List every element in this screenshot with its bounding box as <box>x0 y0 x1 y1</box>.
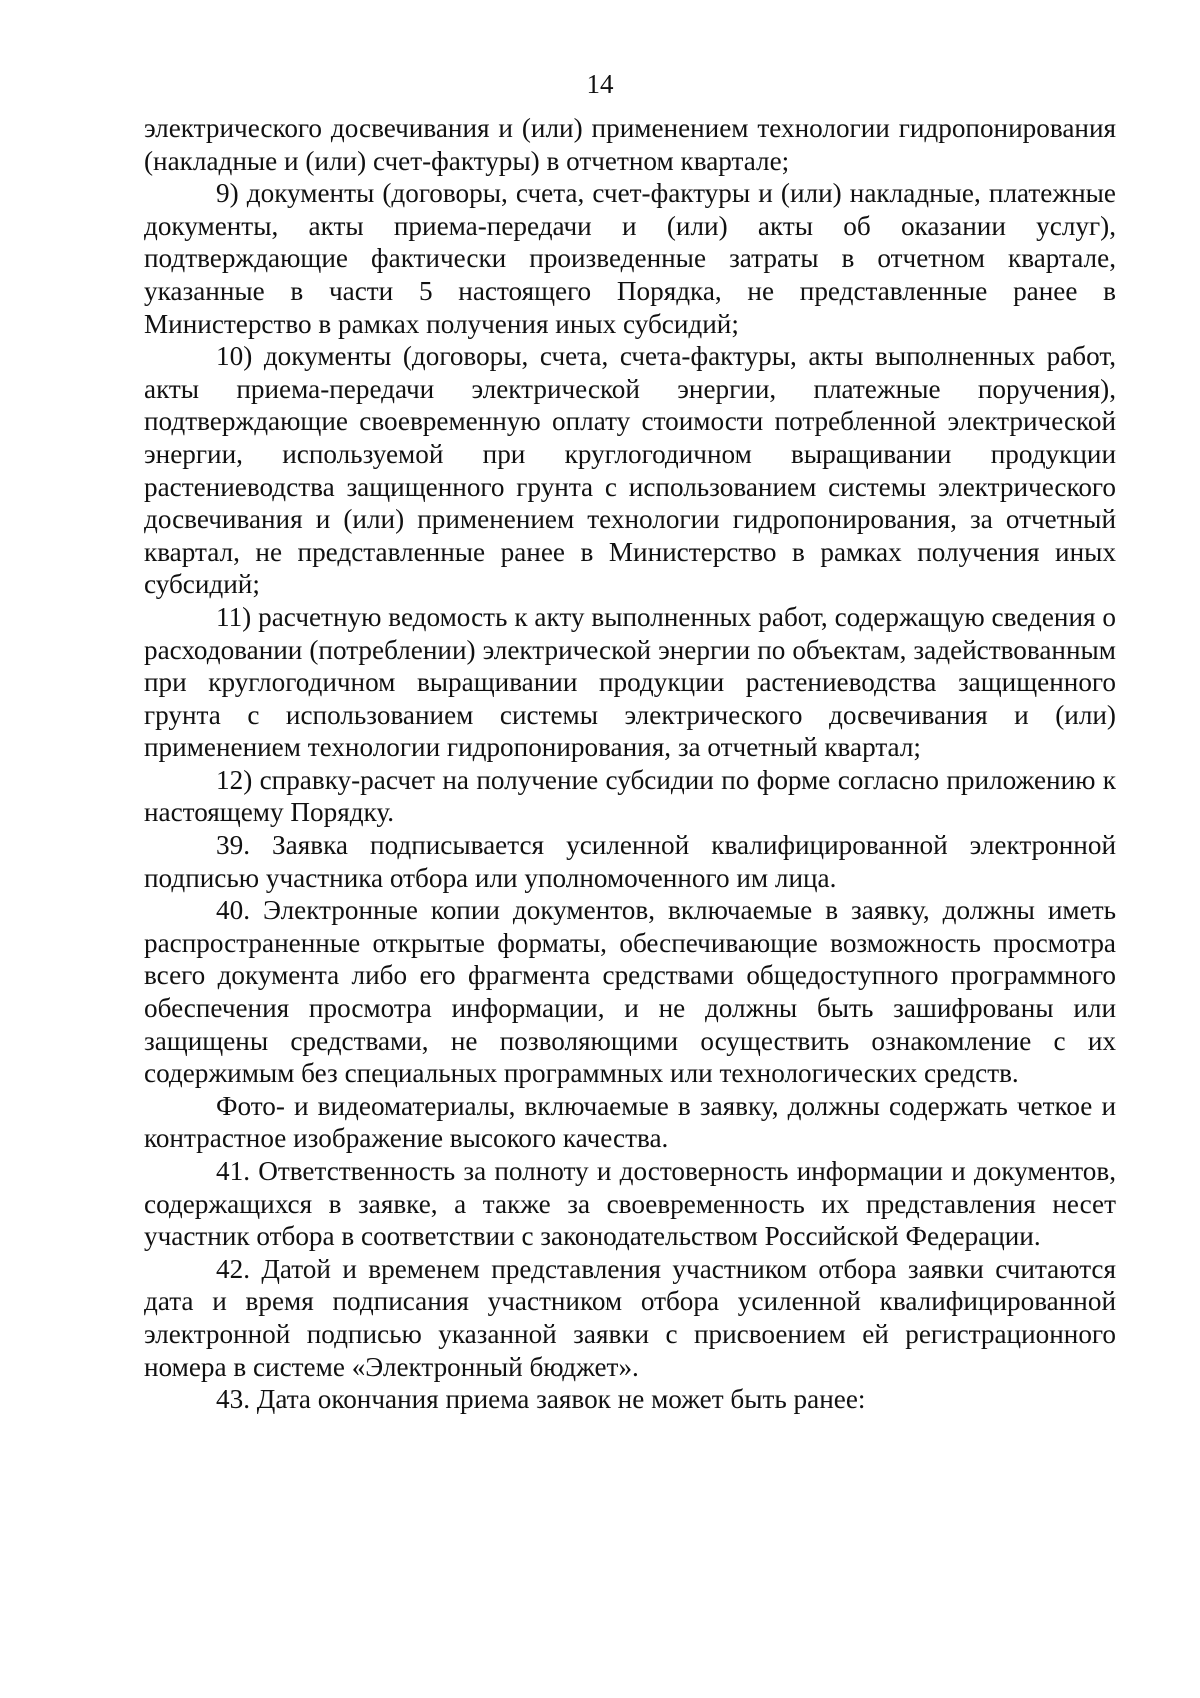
paragraph-clause-39: 39. Заявка подписывается усиленной квалифицированной электронной подписью участника отбора или уполномоченного им лица. <box>144 830 1116 893</box>
page-number: 14 <box>586 69 614 99</box>
paragraph-item-12: 12) справку-расчет на получение субсидии по форме согласно приложению к настоящему Порядку. <box>144 764 1116 828</box>
document-body <box>144 112 1116 1416</box>
paragraph-clause-40: 40. Электронные копии документов, включаемые в заявку, должны иметь распространенные открытые форматы, обеспечивающие возможность просмотра всего документа либо его фрагмента средствами общедоступного программного обеспечения просмотра информации, и не должны быть зашифрованы или защищены средствами, не позволяющими осуществить ознакомление с их содержимым без специальных программных или технологических средств. <box>144 895 1116 1089</box>
paragraph-item-11: 11) расчетную ведомость к акту выполненных работ, содержащую сведения о расходовании (потреблении) электрической энергии по объектам, задействованным при круглогодичном выращивании продукции растениеводства защищенного грунта с использованием системы электрического досвечивания и (или) применением технологии гидропонирования, за отчетный квартал; <box>144 601 1116 763</box>
paragraph-clause-43: 43. Дата окончания приема заявок не может быть ранее: <box>216 1384 866 1415</box>
paragraph-continuation: электрического досвечивания и (или) применением технологии гидропонирования (накладные и (или) счет-фактуры) в отчетном квартале; <box>144 113 1116 176</box>
paragraph-clause-42: 42. Датой и временем представления участником отбора заявки считаются дата и время подписания участником отбора усиленной квалифицированной электронной подписью указанной заявки с присвоением ей регистрационного номера в системе «Электронный бюджет». <box>144 1253 1116 1382</box>
paragraph-item-10: 10) документы (договоры, счета, счета-фактуры, акты выполненных работ, акты приема-передачи электрической энергии, платежные поручения), подтверждающие своевременную оплату стоимости потребленной электрической энергии, используемой при круглогодичном выращивании продукции растениеводства защищенного грунта с использованием системы электрического досвечивания и (или) применением технологии гидропонирования, за отчетный квартал, не представленные ранее в Министерство в рамках получения иных субсидий; <box>144 341 1116 600</box>
paragraph-clause-41: 41. Ответственность за полноту и достоверность информации и документов, содержащихся в заявке, а также за своевременность их представления несет участник отбора в соответствии с законодательством Российской Федерации. <box>144 1156 1116 1252</box>
paragraph-item-9: 9) документы (договоры, счета, счет-фактуры и (или) накладные, платежные документы, акты приема-передачи и (или) акты об оказании услуг), подтверждающие фактически произведенные затраты в отчетном квартале, указанные в части 5 настоящего Порядка, не представленные ранее в Министерство в рамках получения иных субсидий; <box>144 178 1116 339</box>
paragraph-photo-video: Фото- и видеоматериалы, включаемые в заявку, должны содержать четкое и контрастное изображение высокого качества. <box>144 1090 1116 1154</box>
